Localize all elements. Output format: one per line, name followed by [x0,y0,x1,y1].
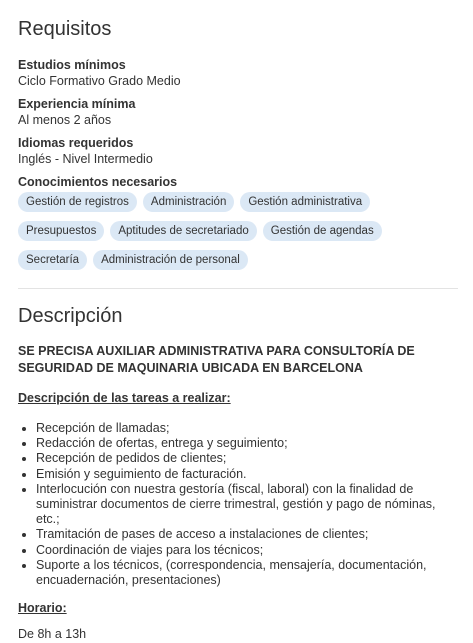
list-item: • Recepción de llamadas; [36,421,461,436]
skill-chip[interactable]: Gestión de agendas [263,221,382,241]
languages-label: Idiomas requeridos [18,136,134,150]
list-item: • Emisión y seguimiento de facturación. [36,467,461,482]
languages-value: Inglés - Nivel Intermedio [18,152,153,166]
tasks-heading: Descripción de las tareas a realizar: [18,391,231,405]
min-studies-value: Ciclo Formativo Grado Medio [18,74,181,88]
skills-field [18,174,455,279]
list-item: • Suporte a los técnicos, (correspondencia, mensajería, documentación, encuadernación, presentaciones) [36,558,461,588]
schedule-heading: Horario: [18,601,67,616]
skill-chip[interactable]: Gestión de registros [18,192,137,212]
description-heading: Descripción [18,305,123,327]
list-item: • Redacción de ofertas, entrega y seguimiento; [36,436,461,451]
min-experience-value: Al menos 2 años [18,113,112,127]
section-divider [18,288,458,289]
list-item: • Recepción de pedidos de clientes; [36,451,461,466]
requirements-heading: Requisitos [18,18,112,40]
skill-chip[interactable]: Secretaría [18,250,87,270]
skill-chip[interactable]: Gestión administrativa [240,192,370,212]
min-experience-field [18,96,455,129]
min-experience-label: Experiencia mínima [18,97,136,111]
skill-chip[interactable]: Presupuestos [18,221,104,241]
min-studies-field [18,57,455,90]
list-item: • Coordinación de viajes para los técnicos; [36,543,461,558]
skill-chip[interactable]: Aptitudes de secretariado [110,221,256,241]
skill-chip[interactable]: Administración de personal [93,250,248,270]
list-item: • Interlocución con nuestra gestoría (fiscal, laboral) con la finalidad de suministrar documentos de cierre trimestral, gestión y pago de nóminas, etc.; [36,482,461,528]
description-lead: SE PRECISA AUXILIAR ADMINISTRATIVA PARA CONSULTORÍA DE SEGURIDAD DE MAQUINARIA UBICADA EN BARCELONA [18,344,415,375]
schedule-value: De 8h a 13h [18,627,87,642]
skill-chip[interactable]: Administración [143,192,234,212]
skills-list [18,192,458,279]
skills-label: Conocimientos necesarios [18,175,178,189]
tasks-list [18,421,455,588]
min-studies-label: Estudios mínimos [18,58,126,72]
list-item: • Tramitación de pases de acceso a instalaciones de clientes; [36,527,461,542]
languages-field [18,135,455,168]
